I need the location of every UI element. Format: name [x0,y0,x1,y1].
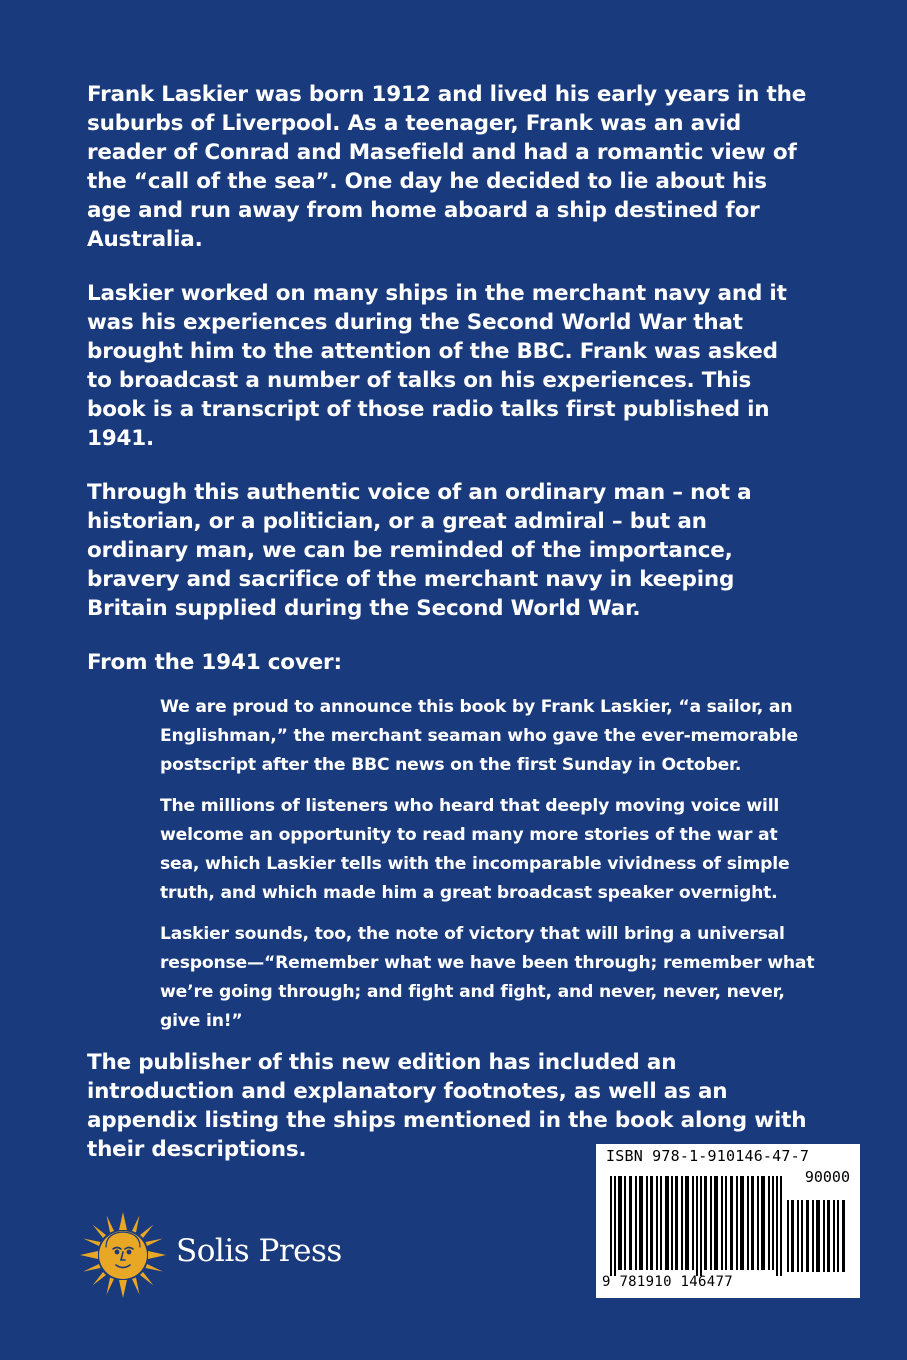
blurb-text [87,80,815,1189]
closing-paragraph: The publisher of this new edition has included an introduction and explanatory footnotes, as well as an appendix listing the ships mentioned in the book along with their descriptions. [87,1050,807,1162]
ean-digits: 9 781910 146477 [602,1274,733,1290]
blurb-paragraph-2: Laskier worked on many ships in the merchant navy and it was his experiences during the Second World War that brought him to the attention of the BBC. Frank was asked to broadcast a number of talks on his experiences. This book is a transcript of those radio talks first published in 1941. [87,281,787,451]
blurb-paragraph-1: Frank Laskier was born 1912 and lived his early years in the suburbs of Liverpool. As a teenager, Frank was an avid reader of Conrad and Masefield and had a romantic view of the “call of the sea”. One day he decided to lie about his age and run away from home aboard a ship destined for Australia. [87,82,807,252]
cover-quote-1: We are proud to announce this book by Frank Laskier, “a sailor, an Englishman,” the merchant seaman who gave the ever-memorable postscript after the BBC news on the first Sunday in October. [160,697,798,775]
isbn-label: ISBN 978-1-910146-47-7 [606,1147,810,1165]
cover-quote-2: The millions of listeners who heard that deeply moving voice will welcome an opportunity to read many more stories of the war at sea, which Laskier tells with the incomparable vividness of simple truth, and which made him a great broadcast speaker overnight. [160,796,790,903]
sun-face-icon [80,1212,166,1298]
isbn-barcode [596,1144,860,1298]
cover-quotes [160,693,820,1036]
publisher-name: Solis Press [176,1233,342,1269]
cover-quote-3: Laskier sounds, too, the note of victory that will bring a universal response—“Remember what we have been through; remember what we’re going through; and fight and fight, and never, never, never, give in!” [160,924,815,1031]
cover-heading: From the 1941 cover: [87,650,342,675]
blurb-paragraph-3: Through this authentic voice of an ordinary man – not a historian, or a politician, or a great admiral – but an ordinary man, we can be reminded of the importance, bravery and sacrifice of the merchant navy in keeping Britain supplied during the Second World War. [87,480,752,621]
price-code: 90000 [804,1168,850,1186]
